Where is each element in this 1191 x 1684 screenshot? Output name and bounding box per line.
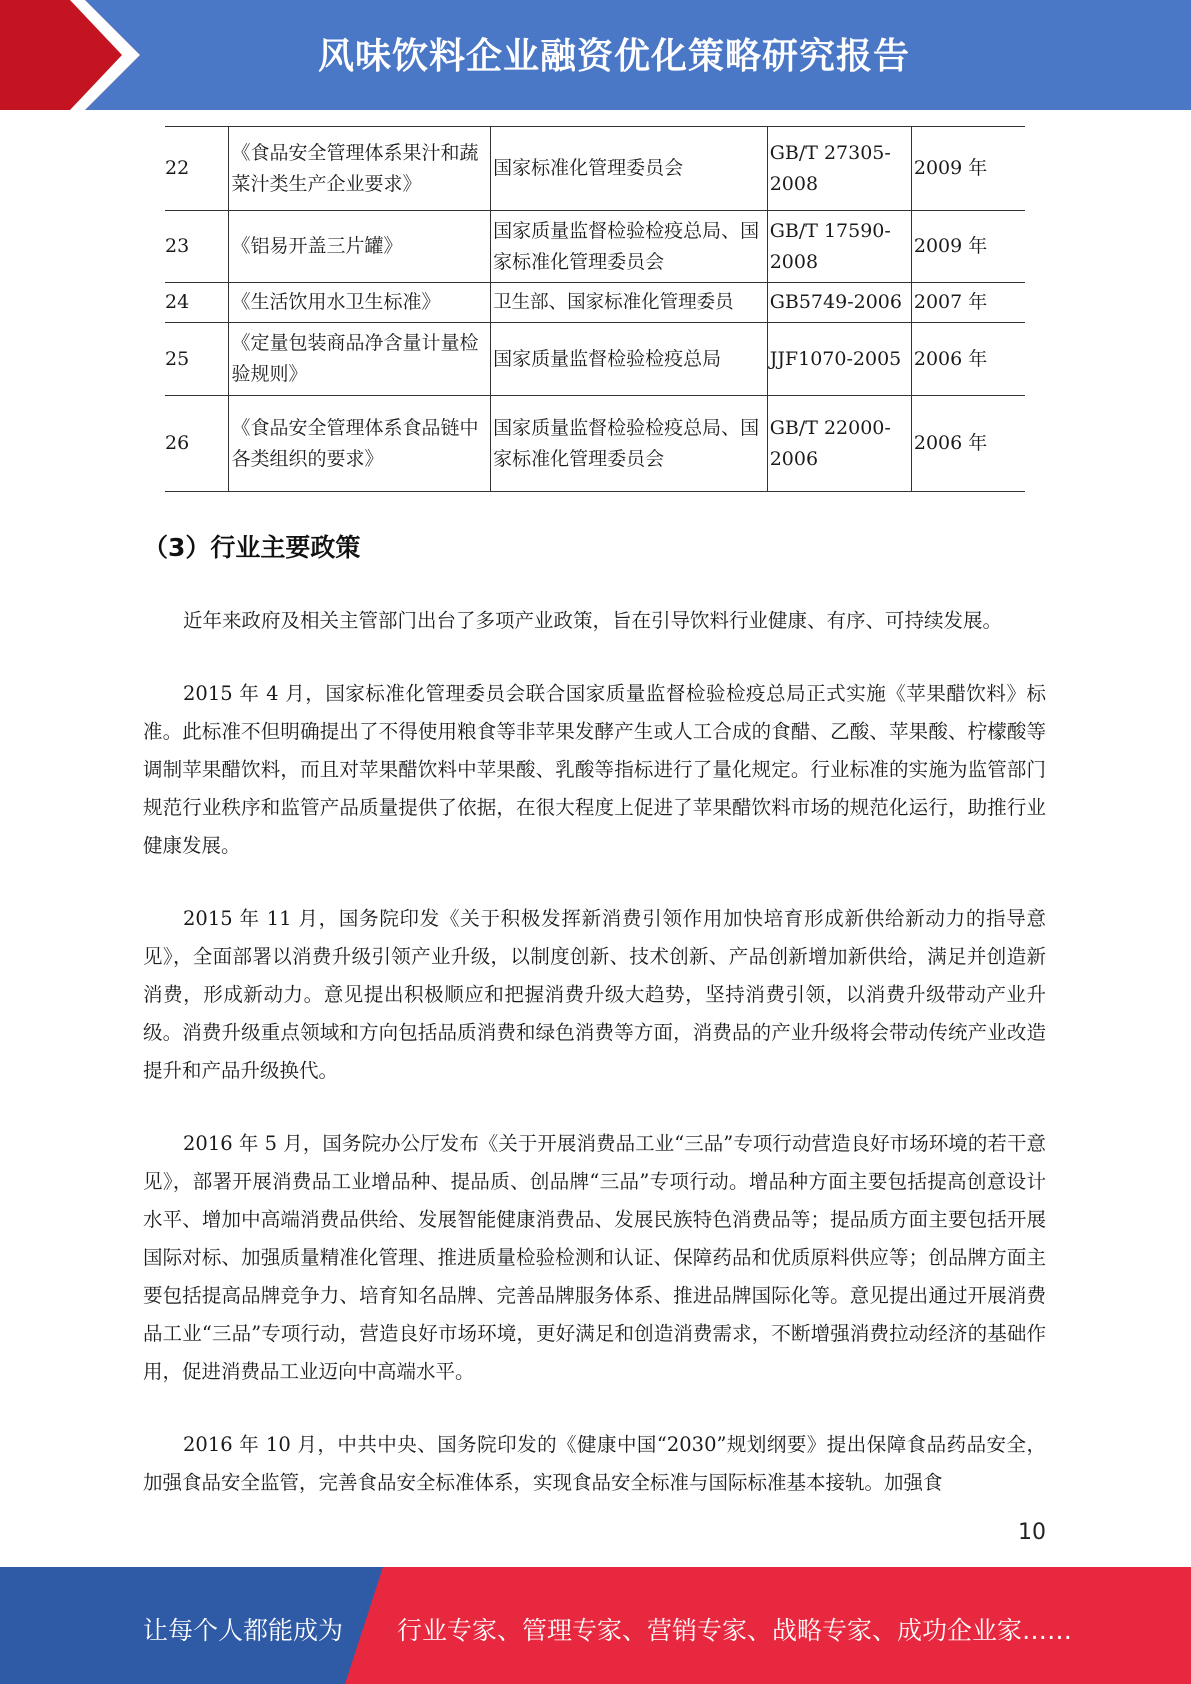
row-number: 22: [165, 127, 229, 211]
body-text: [143, 602, 1046, 1537]
page-number: 10: [1018, 1520, 1046, 1545]
table-row: [165, 396, 1025, 492]
standard-name: 《食品安全管理体系果汁和蔬菜汁类生产企业要求》: [229, 127, 491, 211]
standards-table: [165, 126, 1025, 492]
standard-code: JJF1070-2005: [767, 323, 911, 396]
paragraph: 2016 年 5 月，国务院办公厅发布《关于开展消费品工业“三品”专项行动营造良好市场环境的若干意见》，部署开展消费品工业增品种、提品质、创品牌“三品”专项行动。增品种方面主要包括提高创意设计水平、增加中高端消费品供给、发展智能健康消费品、发展民族特色消费品等；提品质方面主要包括开展国际对标、加强质量精准化管理、推进质量检验检测和认证、保障药品和优质原料供应等；创品牌方面主要包括提高品牌竞争力、培育知名品牌、完善品牌服务体系、推进品牌国际化等。意见提出通过开展消费品工业“三品”专项行动，营造良好市场环境，更好满足和创造消费需求，不断增强消费拉动经济的基础作用，促进消费品工业迈向中高端水平。: [143, 1132, 1046, 1383]
issuing-organization: 卫生部、国家标准化管理委员: [491, 283, 768, 323]
standard-name: 《食品安全管理体系食品链中各类组织的要求》: [229, 396, 491, 492]
row-number: 26: [165, 396, 229, 492]
standard-code: GB/T 27305-2008: [767, 127, 911, 211]
issuing-organization: 国家质量监督检验检疫总局: [491, 323, 768, 396]
table-row: [165, 323, 1025, 396]
row-number: 24: [165, 283, 229, 323]
table-row: [165, 127, 1025, 211]
standard-code: GB5749-2006: [767, 283, 911, 323]
standard-name: 《铝易开盖三片罐》: [229, 211, 491, 283]
footer-slogan-left: 让每个人都能成为: [143, 1616, 344, 1645]
table-row: [165, 211, 1025, 283]
page-header: [0, 0, 1191, 110]
standard-name: 《定量包装商品净含量计量检验规则》: [229, 323, 491, 396]
report-title: 风味饮料企业融资优化策略研究报告: [318, 36, 911, 77]
implementation-year: 2006 年: [911, 323, 1025, 396]
implementation-year: 2006 年: [911, 396, 1025, 492]
implementation-year: 2009 年: [911, 211, 1025, 283]
paragraph: 近年来政府及相关主管部门出台了多项产业政策，旨在引导饮料行业健康、有序、可持续发展。: [183, 609, 1003, 632]
row-number: 23: [165, 211, 229, 283]
issuing-organization: 国家质量监督检验检疫总局、国家标准化管理委员会: [491, 211, 768, 283]
paragraph: 2015 年 4 月，国家标准化管理委员会联合国家质量监督检验检疫总局正式实施《苹果醋饮料》标准。此标准不但明确提出了不得使用粮食等非苹果发酵产生或人工合成的食醋、乙酸、苹果酸、柠檬酸等调制苹果醋饮料，而且对苹果醋饮料中苹果酸、乳酸等指标进行了量化规定。行业标准的实施为监管部门规范行业秩序和监管产品质量提供了依据，在很大程度上促进了苹果醋饮料市场的规范化运行，助推行业健康发展。: [143, 682, 1046, 857]
footer-slogan-right: 行业专家、管理专家、营销专家、战略专家、成功企业家……: [397, 1616, 1073, 1645]
implementation-year: 2007 年: [911, 283, 1025, 323]
row-number: 25: [165, 323, 229, 396]
issuing-organization: 国家标准化管理委员会: [491, 127, 768, 211]
paragraph: 2016 年 10 月，中共中央、国务院印发的《健康中国“2030”规划纲要》提出保障食品药品安全，加强食品安全监管，完善食品安全标准体系，实现食品安全标准与国际标准基本接轨。加强食: [143, 1433, 1046, 1494]
issuing-organization: 国家质量监督检验检疫总局、国家标准化管理委员会: [491, 396, 768, 492]
standard-code: GB/T 22000-2006: [767, 396, 911, 492]
paragraph: 2015 年 11 月，国务院印发《关于积极发挥新消费引领作用加快培育形成新供给新动力的指导意见》，全面部署以消费升级引领产业升级，以制度创新、技术创新、产品创新增加新供给，满足并创造新消费，形成新动力。意见提出积极顺应和把握消费升级大趋势，坚持消费引领，以消费升级带动产业升级。消费升级重点领域和方向包括品质消费和绿色消费等方面，消费品的产业升级将会带动传统产业改造提升和产品升级换代。: [143, 907, 1046, 1082]
page-footer: [0, 1567, 1191, 1684]
table-row: [165, 283, 1025, 323]
section-heading: （3）行业主要政策: [143, 533, 361, 562]
standard-code: GB/T 17590-2008: [767, 211, 911, 283]
implementation-year: 2009 年: [911, 127, 1025, 211]
standard-name: 《生活饮用水卫生标准》: [229, 283, 491, 323]
